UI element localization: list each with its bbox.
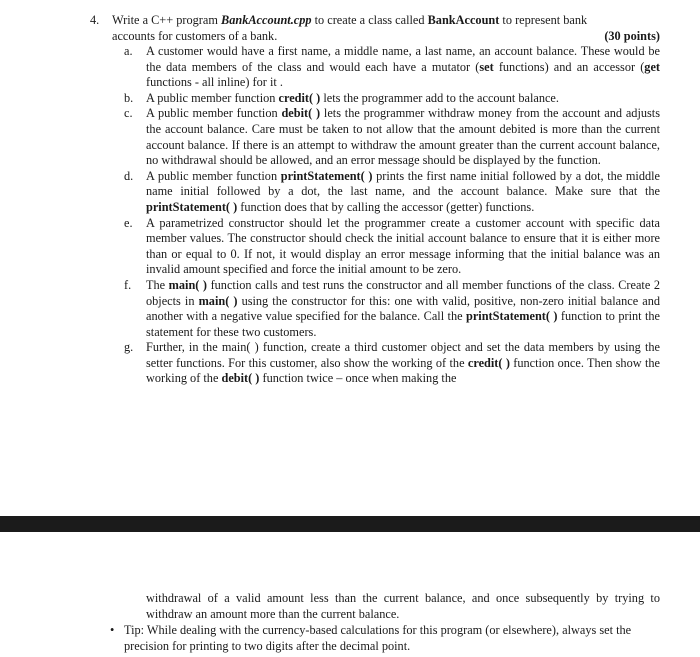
points-label: (30 points) — [604, 28, 660, 43]
item-marker: e. — [124, 215, 133, 230]
intro-post: to represent bank — [499, 13, 588, 27]
list-item: f. The main( ) function calls and test runs the constructor and all member functions of the class. Create 2 objects in main( ) using the constructor for this: one with valid, positive, non-zero initial balance and another with a negative value specified for the balance. Call the printStatement( ) function to print the statement for these two customers. — [124, 277, 660, 339]
list-item: g. Further, in the main( ) function, create a third customer object and set the data members by using the setter functions. For this customer, also show the working of the credit( ) function once. Then show the working of the debit( ) function twice – once when making the — [124, 340, 660, 386]
item-marker: f. — [124, 277, 132, 292]
requirement-list — [112, 44, 660, 387]
continuation-text: withdrawal of a valid amount less than the current balance, and once subsequently by trying to withdraw an amount more than the current balance. — [146, 591, 660, 621]
tip-paragraph — [110, 623, 674, 654]
question-header — [90, 13, 660, 44]
bullet-icon: • — [110, 623, 115, 637]
list-item: e. A parametrized constructor should let the programmer create a customer account with specific data member values. The constructor should check the initial account balance to ensure that it is either more than or equal to 0. If not, it would display an error message informing that the initial balance was an invalid amount specified and force the initial amount to be zero. — [124, 215, 660, 277]
list-item: d. A public member function printStatement( ) prints the first name initial followed by a dot, the middle name initial followed by a dot, the last name, and the account balance. Make sure that the printStatement( ) function does that by calling the accessor (getter) functions. — [124, 168, 661, 214]
list-item: a. A customer would have a first name, a middle name, a last name, an account balance. These would be the data members of the class and would each have a mutator (set functions) and an accessor (get functions - all inline) for it . — [124, 44, 660, 90]
tip-text: Tip: While dealing with the currency-based calculations for this program (or elsewhere), always set the precision for printing to two digits after the decimal point. — [124, 623, 632, 653]
filename: BankAccount.cpp — [221, 13, 312, 27]
class-name: BankAccount — [427, 13, 500, 27]
item-marker: d. — [124, 168, 134, 183]
list-item: c. A public member function debit( ) lets the programmer withdraw money from the account and adjusts the account balance. Care must be taken to not allow that the amount debited is more than the current account balance. If there is an attempt to withdraw the amount greater than the current account balance, no withdrawal should be allowed, and an error message should be displayed by the function. — [124, 106, 661, 168]
list-item: b. A public member function credit( ) lets the programmer add to the account balance. — [124, 90, 559, 105]
question-intro — [112, 13, 660, 44]
intro-pre: Write a C++ program — [112, 13, 221, 27]
item-marker: a. — [124, 44, 133, 58]
intro-line2: accounts for customers of a bank. — [112, 28, 278, 43]
item-marker: g. — [124, 340, 134, 355]
question-number: 4. — [90, 13, 100, 27]
item-marker: b. — [124, 90, 134, 105]
page-divider-bar — [0, 516, 700, 532]
intro-mid: to create a class called — [311, 13, 428, 27]
item-marker: c. — [124, 106, 133, 121]
